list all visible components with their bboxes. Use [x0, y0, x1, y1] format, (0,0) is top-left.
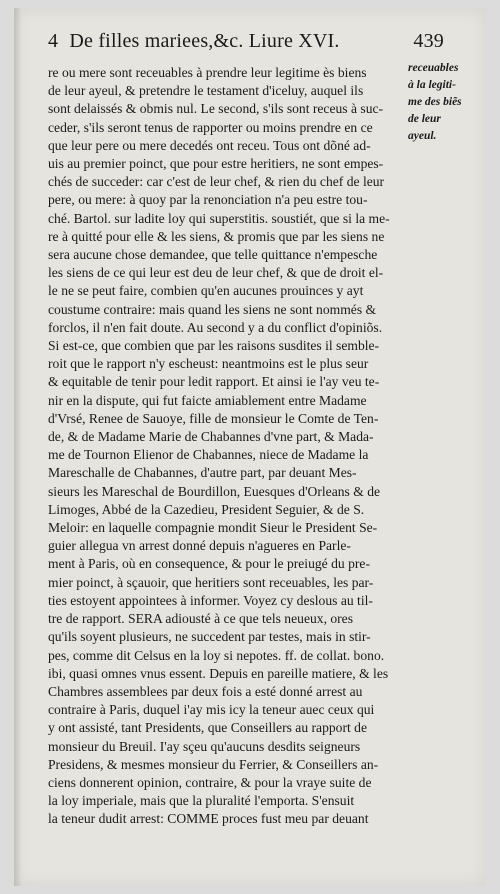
- text-line: le ne se peut faire, combien qu'en aucunes prouinces y ayt: [48, 283, 364, 299]
- text-line: d'Vrsé, Renee de Sauoye, fille de monsieur le Comte de Ten-: [48, 410, 379, 426]
- margin-note-line: à la legiti-: [408, 79, 456, 91]
- text-line: ment à Paris, où en consequence, & pour le preiugé du pre-: [48, 556, 370, 572]
- text-line: Si est-ce, que combien que par les raisons susdites il semble-: [48, 338, 380, 354]
- text-line: de, & de Madame Marie de Chabannes d'vne part, & Mada-: [48, 429, 374, 445]
- running-title: De filles mariees,&c. Liure XVI.: [69, 30, 340, 52]
- text-line: guier allegua vn arrest donné depuis n'agueres en Parle-: [48, 538, 351, 554]
- text-line: ceder, s'ils seront tenus de rapporter ou moins prendre en ce: [48, 119, 373, 135]
- text-line: & equitable de tenir pour ledit rapport. Et ainsi ie l'ay veu te-: [48, 374, 380, 390]
- text-line: la loy imperiale, mais que la pluralité l'emporta. S'ensuit: [48, 793, 355, 809]
- text-line: Chambres assemblees par deux fois a esté donné arrest au: [48, 683, 363, 699]
- text-line: pere, ou mere: à quoy par la renonciation n'a peu estre tou-: [48, 192, 368, 208]
- text-line: monsieur du Breuil. I'ay sçeu qu'aucuns desdits seigneurs: [48, 738, 361, 754]
- folio-number: [48, 30, 340, 53]
- text-line: qu'ils soyent plusieurs, ne succedent par testes, mais in stir-: [48, 629, 371, 645]
- margin-note-line: me des biẽs: [408, 96, 462, 108]
- text-line: ibi, quasi omnes vnus essent. Depuis en pareille matiere, & les: [48, 665, 389, 681]
- text-line: de leur ayeul, & pretendre le testament d'iceluy, auquel ils: [48, 83, 364, 99]
- text-line: sont delaissés & obmis nul. Le second, s'ils sont receus à suc-: [48, 101, 384, 117]
- text-line: roit que le rapport n'y escheust: neantmoins est le plus seur: [48, 356, 369, 372]
- text-line: ciens donnerent opinion, contraire, & pour la vraye suite de: [48, 774, 372, 790]
- text-line: contraire à Paris, duquel i'ay mis icy la teneur auec ceux qui: [48, 702, 375, 718]
- text-line: ché. Bartol. sur ladite loy qui superstitis. soustiét, que si la me-: [48, 210, 390, 226]
- text-line: Mareschalle de Chabannes, d'autre part, par deuant Mes-: [48, 465, 357, 481]
- margin-note-line: ayeul.: [408, 130, 437, 142]
- text-line: sera aucune chose demandee, que telle quittance n'empesche: [48, 247, 378, 263]
- text-line: ties estoyent appointees à informer. Voyez cy deslous au til-: [48, 592, 373, 608]
- text-line: me de Tournon Elienor de Chabannes, niece de Madame la: [48, 447, 369, 463]
- text-line: re à quitté pour elle & les siens, & promis que par les siens ne: [48, 228, 385, 244]
- text-line: Presidens, & mesmes monsieur du Ferrier, & Conseillers an-: [48, 756, 379, 772]
- body-text: [48, 64, 404, 829]
- text-line: que leur pere ou mere decedés ont receu. Tous ont dõné ad-: [48, 137, 371, 153]
- text-line: Meloir: en laquelle compagnie mondit Sieur le President Se-: [48, 520, 378, 536]
- book-page: [14, 8, 486, 886]
- margin-note: [408, 60, 480, 145]
- running-header: [48, 30, 448, 53]
- margin-note-line: de leur: [408, 113, 441, 125]
- text-line: coustume contraire: mais quand les siens ne sont nommés &: [48, 301, 377, 317]
- text-line: nir en la dispute, qui fut faicte amiablement entre Madame: [48, 392, 367, 408]
- text-line: les siens de ce qui leur est deu de leur chef, & que de droit el-: [48, 265, 384, 281]
- text-line: sieurs les Mareschal de Bourdillon, Euesques d'Orleans & de: [48, 483, 381, 499]
- text-line: uis au premier poinct, que pour estre heritiers, ne sont empes-: [48, 156, 384, 172]
- text-line: chés de succeder: car c'est de leur chef, & rien du chef de leur: [48, 174, 385, 190]
- margin-note-line: receuables: [408, 62, 459, 74]
- page-number: 439: [413, 30, 444, 52]
- text-line: forclos, il n'en fait doute. Au second y a du conflict d'opiniõs.: [48, 319, 383, 335]
- text-line: Limoges, Abbé de la Cazedieu, President Seguier, & de S.: [48, 501, 365, 517]
- text-line: mier poinct, à sçauoir, que heritiers sont receuables, les par-: [48, 574, 374, 590]
- text-line: y ont assisté, tant Presidents, que Conseillers au rapport de: [48, 720, 368, 736]
- spine-shadow: [14, 8, 22, 886]
- text-line: la teneur dudit arrest: COMME proces fust meu par deuant: [48, 811, 369, 827]
- text-line: tre de rapport. SERA adiousté à ce que tels neueux, ores: [48, 611, 354, 627]
- text-line: re ou mere sont receuables à prendre leur legitime ès biens: [48, 65, 367, 80]
- text-line: pes, comme dit Celsus en la loy si nepotes. ff. de collat. bono.: [48, 647, 385, 663]
- folio-value: 4: [48, 30, 59, 52]
